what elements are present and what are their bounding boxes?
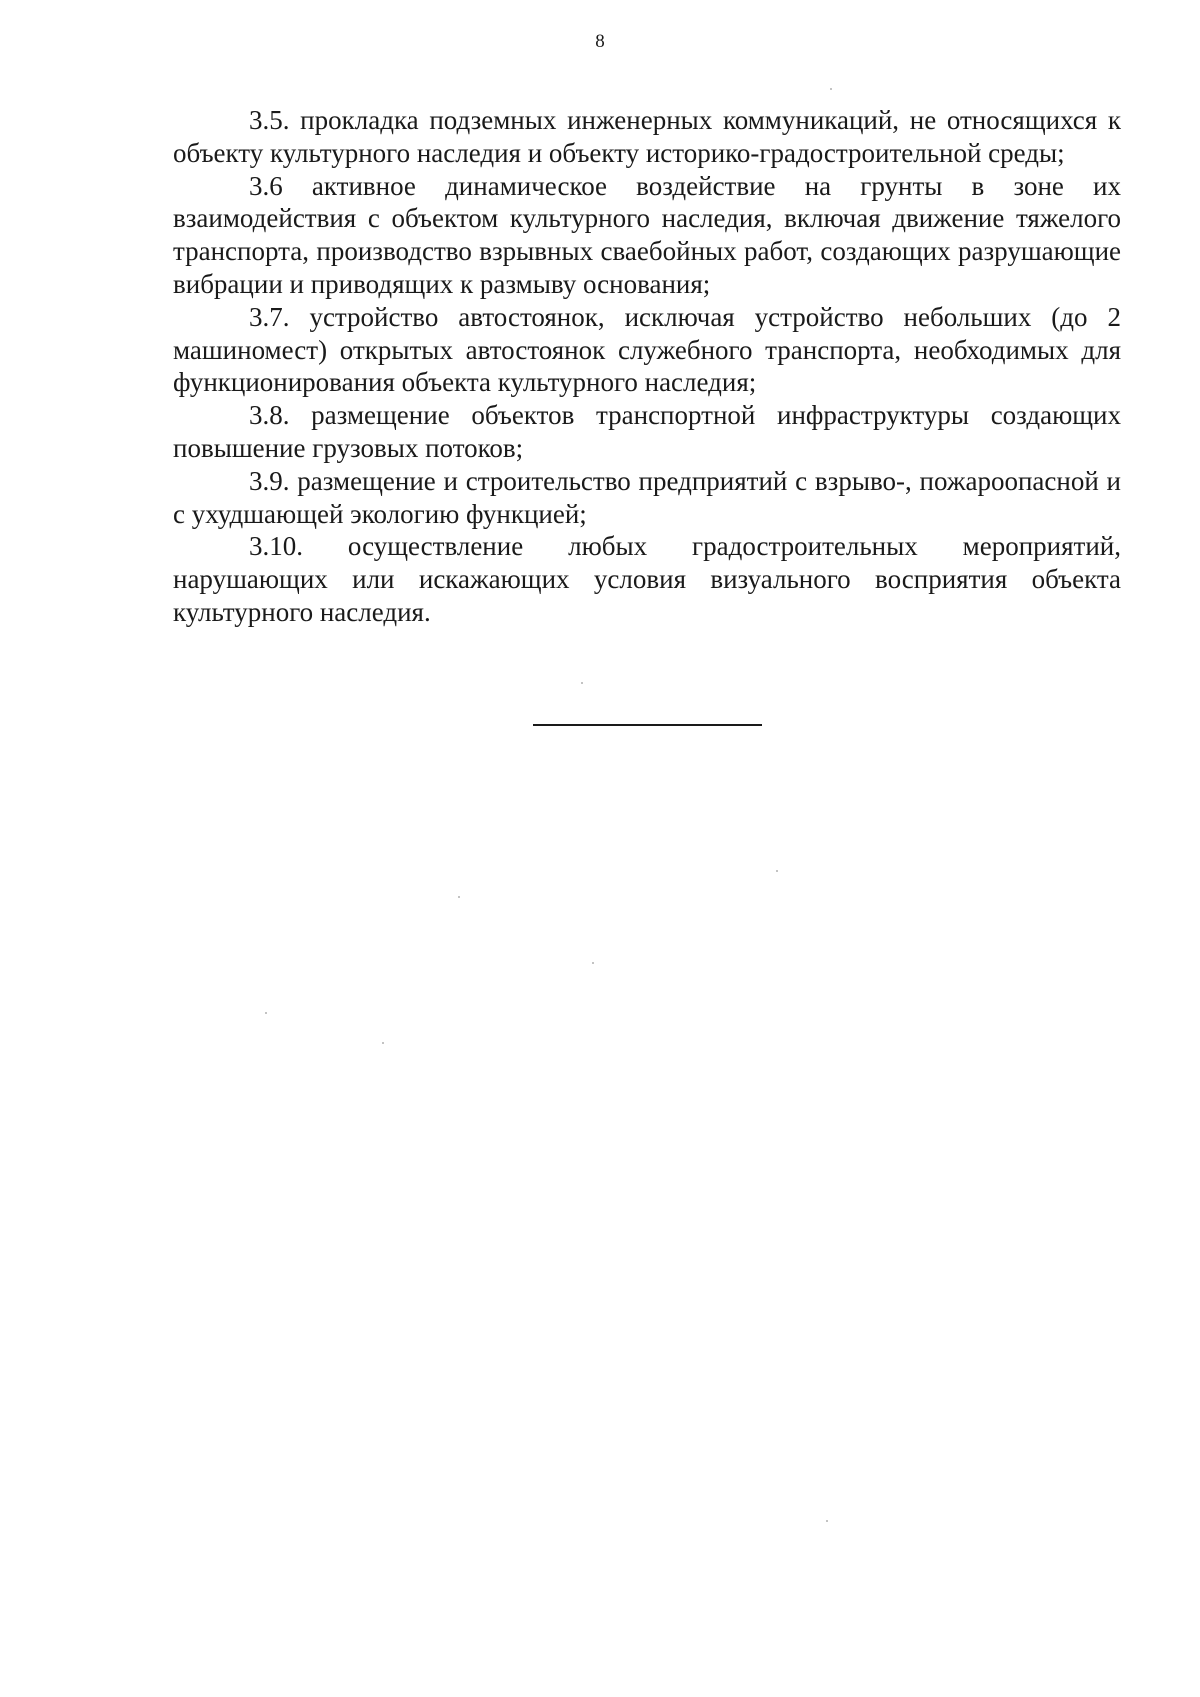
page-number: 8 [595,31,605,52]
scan-speck [592,962,594,964]
paragraph-3-6: 3.6 активное динамическое воздействие на грунты в зоне их взаимодействия с объектом культурного наследия, включая движение тяжелого транспорта, производство взрывных сваебойных работ, создающих разрушающие вибрации и приводящих к размыву основания; [173,170,1121,299]
paragraph-3-9: 3.9. размещение и строительство предприятий с взрыво-, пожароопасной и с ухудшающей экологию функцией; [173,465,1121,529]
scan-speck [826,1520,828,1522]
scan-speck [382,1042,384,1044]
scan-speck [581,682,583,684]
scan-speck [776,870,778,872]
scan-speck [458,896,460,898]
closing-divider-line [533,724,762,726]
scan-speck [830,88,832,90]
paragraph-3-10: 3.10. осуществление любых градостроительных мероприятий, нарушающих или искажающих условия визуального восприятия объекта культурного наследия. [173,531,1121,627]
scan-speck [265,1012,267,1014]
paragraph-3-5: 3.5. прокладка подземных инженерных коммуникаций, не относящихся к объекту культурного наследия и объекту историко-градостроительной среды; [173,105,1121,168]
paragraph-3-8: 3.8. размещение объектов транспортной инфраструктуры создающих повышение грузовых потоков; [173,400,1121,463]
document-body [173,104,1121,629]
paragraph-3-7: 3.7. устройство автостоянок, исключая устройство небольших (до 2 машиномест) открытых автостоянок служебного транспорта, необходимых для функционирования объекта культурного наследия; [173,301,1121,398]
